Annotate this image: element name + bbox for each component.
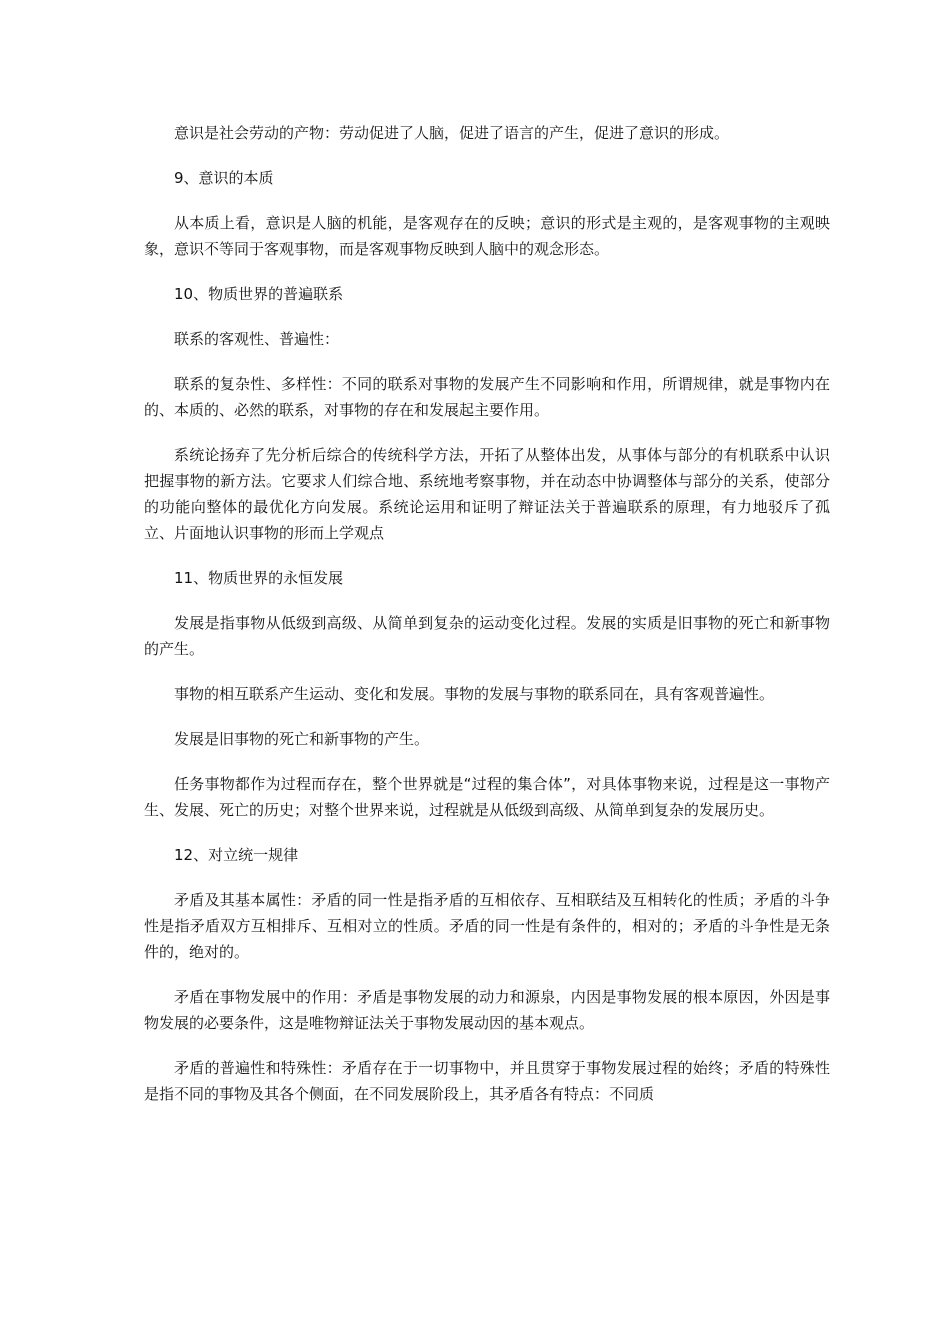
section-heading-12: 12、对立统一规律 bbox=[174, 846, 299, 864]
document-body bbox=[144, 120, 830, 1126]
section-heading-9: 9、意识的本质 bbox=[174, 169, 274, 187]
paragraph-development-essence: 发展是旧事物的死亡和新事物的产生。 bbox=[174, 730, 430, 748]
paragraph-process: 任务事物都作为过程而存在，整个世界就是“过程的集合体”，对具体事物来说，过程是这一事物产生、发展、死亡的历史；对整个世界来说，过程就是从低级到高级、从简单到复杂的发展历史。 bbox=[144, 775, 830, 819]
paragraph-contradiction-attributes: 矛盾及其基本属性：矛盾的同一性是指矛盾的互相依存、互相联结及互相转化的性质；矛盾的斗争性是指矛盾双方互相排斥、互相对立的性质。矛盾的同一性是有条件的，相对的；矛盾的斗争性是无条件的，绝对的。 bbox=[144, 891, 830, 961]
paragraph-systems-theory: 系统论扬弃了先分析后综合的传统科学方法，开拓了从整体出发，从事体与部分的有机联系中认识把握事物的新方法。它要求人们综合地、系统地考察事物，并在动态中协调整体与部分的关系，使部分的功能向整体的最优化方向发展。系统论运用和证明了辩证法关于普遍联系的原理，有力地驳斥了孤立、片面地认识事物的形而上学观点 bbox=[144, 446, 830, 542]
paragraph-consciousness-origin: 意识是社会劳动的产物：劳动促进了人脑，促进了语言的产生，促进了意识的形成。 bbox=[174, 124, 730, 142]
paragraph-connection-complexity: 联系的复杂性、多样性：不同的联系对事物的发展产生不同影响和作用，所谓规律，就是事物内在的、本质的、必然的联系，对事物的存在和发展起主要作用。 bbox=[144, 375, 830, 419]
paragraph-development-connection: 事物的相互联系产生运动、变化和发展。事物的发展与事物的联系同在，具有客观普遍性。 bbox=[174, 685, 775, 703]
paragraph-contradiction-role: 矛盾在事物发展中的作用：矛盾是事物发展的动力和源泉，内因是事物发展的根本原因，外因是事物发展的必要条件，这是唯物辩证法关于事物发展动因的基本观点。 bbox=[144, 988, 830, 1032]
paragraph-consciousness-essence: 从本质上看，意识是人脑的机能，是客观存在的反映；意识的形式是主观的，是客观事物的主观映象，意识不等同于客观事物，而是客观事物反映到人脑中的观念形态。 bbox=[144, 214, 830, 258]
paragraph-contradiction-universality: 矛盾的普遍性和特殊性：矛盾存在于一切事物中，并且贯穿于事物发展过程的始终；矛盾的特殊性是指不同的事物及其各个侧面，在不同发展阶段上，其矛盾各有特点：不同质 bbox=[144, 1059, 830, 1103]
section-heading-10: 10、物质世界的普遍联系 bbox=[174, 285, 344, 303]
paragraph-development-definition: 发展是指事物从低级到高级、从简单到复杂的运动变化过程。发展的实质是旧事物的死亡和新事物的产生。 bbox=[144, 614, 830, 658]
paragraph-connection-objectivity: 联系的客观性、普遍性： bbox=[174, 330, 340, 348]
section-heading-11: 11、物质世界的永恒发展 bbox=[174, 569, 344, 587]
